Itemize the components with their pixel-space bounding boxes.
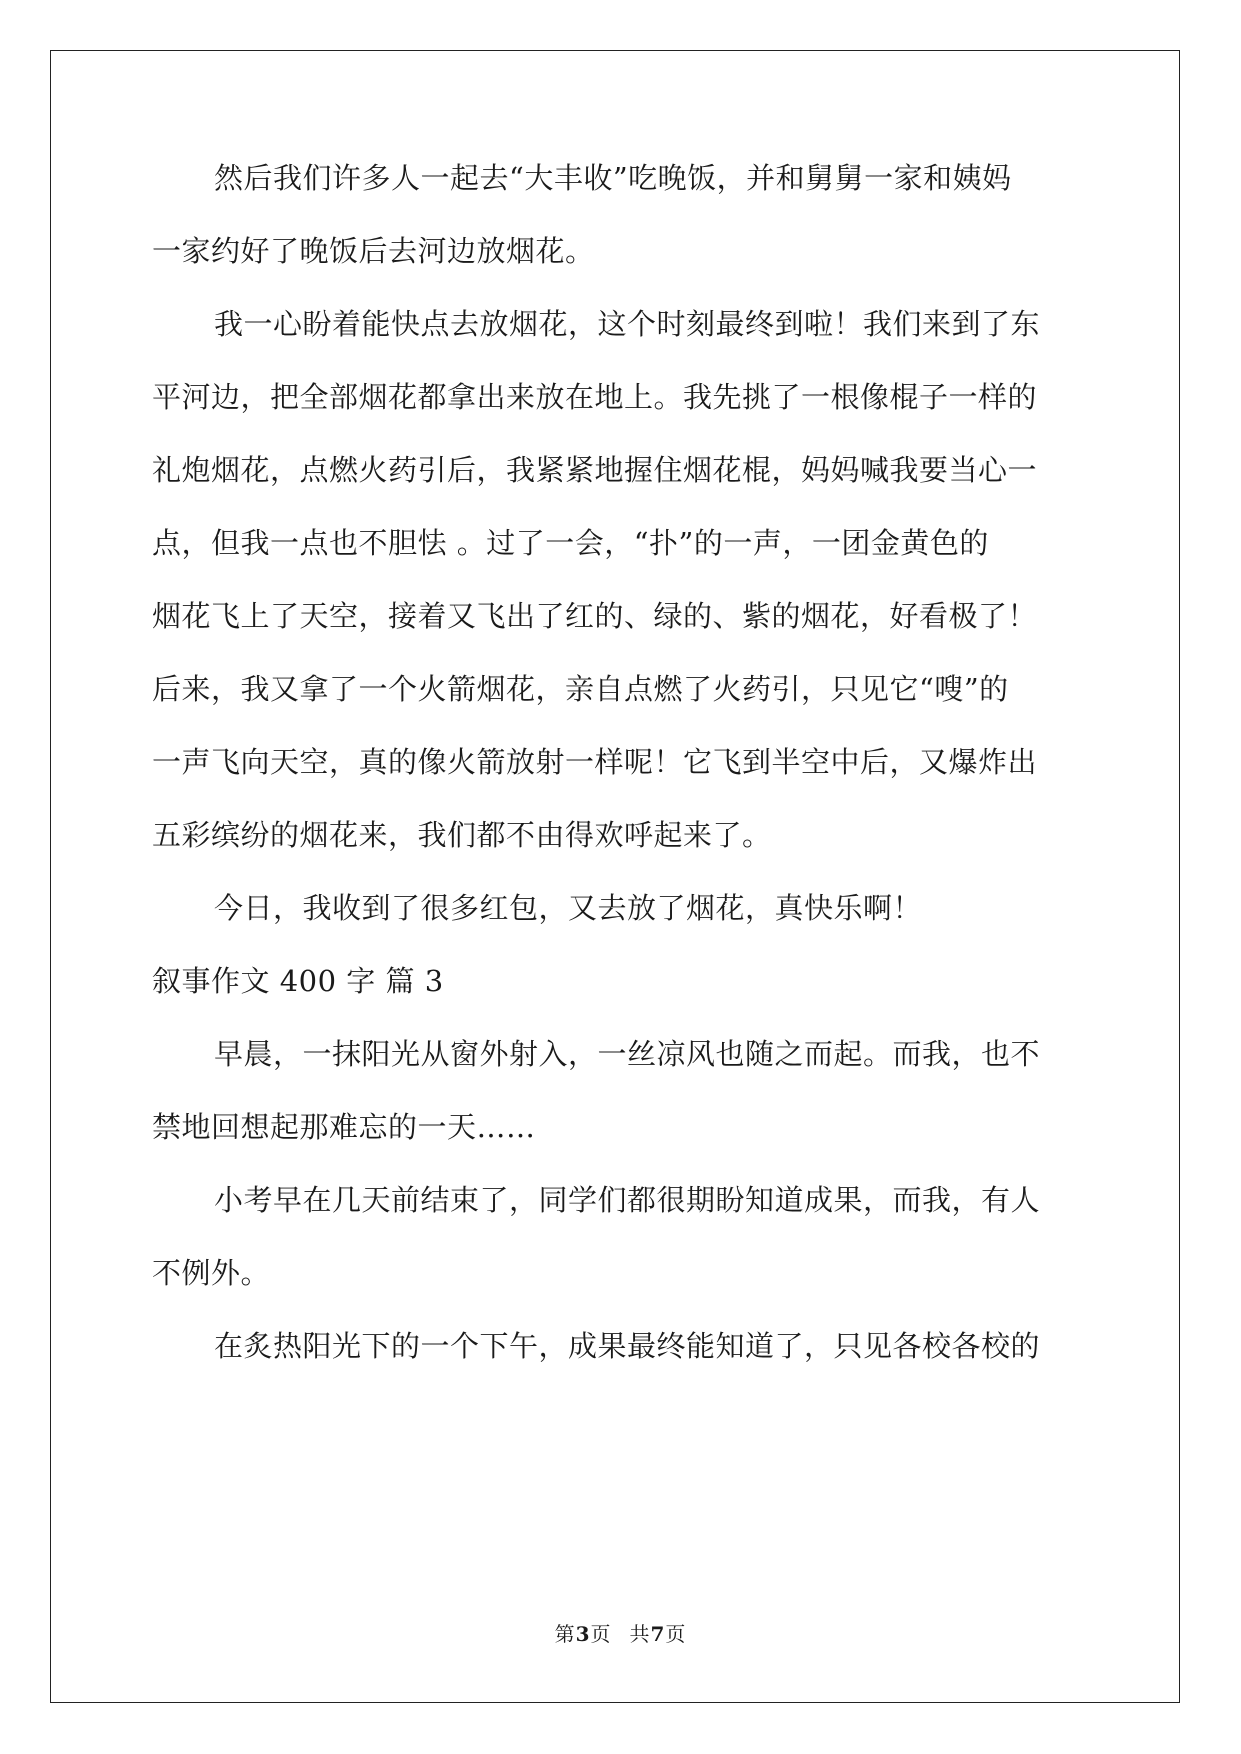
paragraph-line: 礼炮烟花，点燃火药引后，我紧紧地握住烟花棍，妈妈喊我要当心一 — [152, 453, 1038, 487]
paragraph-line: 禁地回想起那难忘的一天…… — [152, 1110, 536, 1144]
paragraph-line: 然后我们许多人一起去“大丰收”吃晚饭，并和舅舅一家和姨妈 — [214, 161, 1012, 195]
paragraph-line: 小考早在几天前结束了，同学们都很期盼知道成果，而我，有人 — [214, 1183, 1041, 1217]
total-prefix: 共 — [629, 1622, 651, 1646]
page-prefix: 第 — [554, 1622, 576, 1646]
paragraph-line: 五彩缤纷的烟花来，我们都不由得欢呼起来了。 — [152, 818, 772, 852]
paragraph-line: 在炙热阳光下的一个下午，成果最终能知道了，只见各校各校的 — [214, 1329, 1041, 1363]
paragraph-line: 点，但我一点也不胆怯 。过了一会，“扑”的一声，一团金黄色的 — [152, 526, 989, 560]
page-footer — [0, 1618, 1241, 1647]
paragraph-line: 后来，我又拿了一个火箭烟花，亲自点燃了火药引，只见它“嗖”的 — [152, 672, 1009, 706]
paragraph-line: 今日，我收到了很多红包，又去放了烟花，真快乐啊！ — [214, 891, 923, 925]
page-number: 3 — [575, 1622, 591, 1646]
total-suffix: 页 — [665, 1622, 687, 1646]
total-pages: 7 — [650, 1622, 666, 1646]
paragraph-line: 一声飞向天空，真的像火箭放射一样呢！它飞到半空中后，又爆炸出 — [152, 745, 1038, 779]
page-border — [50, 50, 1180, 1703]
paragraph-line: 一家约好了晚饭后去河边放烟花。 — [152, 234, 595, 268]
paragraph-line: 早晨，一抹阳光从窗外射入，一丝凉风也随之而起。而我，也不 — [214, 1037, 1041, 1071]
page-suffix: 页 — [590, 1622, 612, 1646]
paragraph-line: 烟花飞上了天空，接着又飞出了红的、绿的、紫的烟花，好看极了！ — [152, 599, 1038, 633]
paragraph-line: 我一心盼着能快点去放烟花，这个时刻最终到啦！我们来到了东 — [214, 307, 1041, 341]
section-heading: 叙事作文 400 字 篇 3 — [152, 964, 444, 998]
paragraph-line: 不例外。 — [152, 1256, 271, 1290]
paragraph-line: 平河边，把全部烟花都拿出来放在地上。我先挑了一根像棍子一样的 — [152, 380, 1038, 414]
